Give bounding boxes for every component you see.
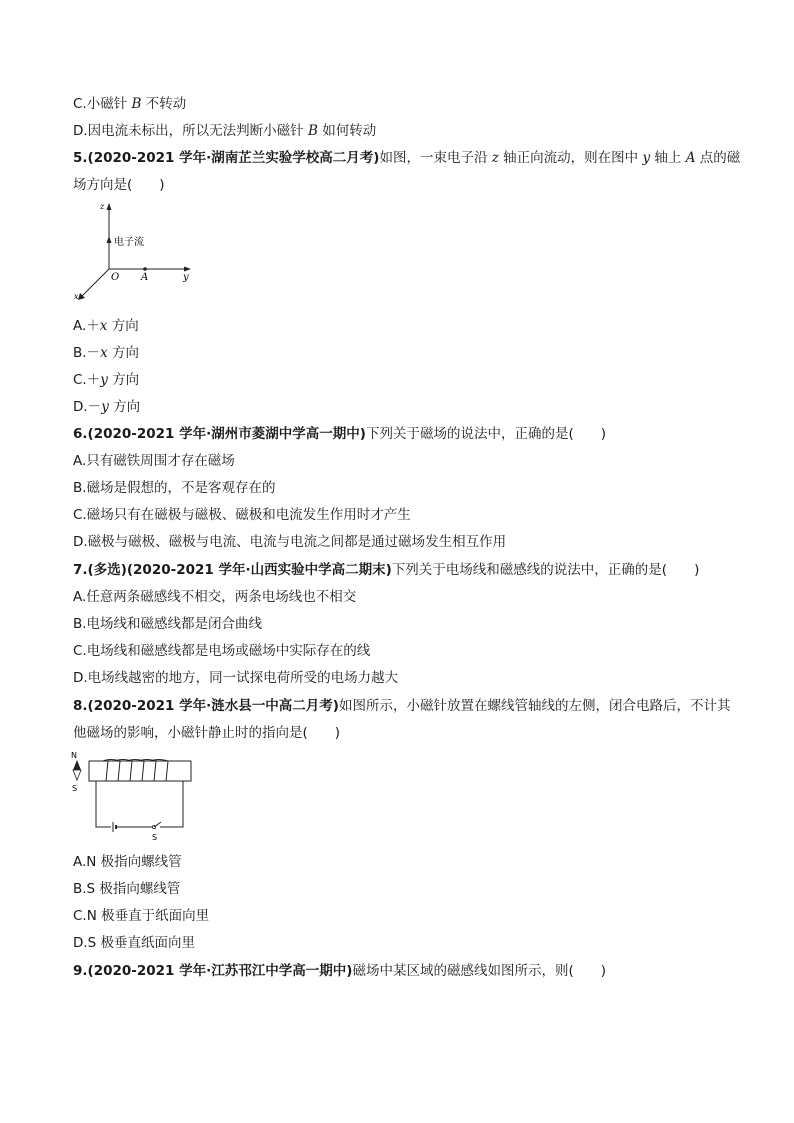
compass-north-half-icon xyxy=(73,760,81,770)
circuit-wire-left xyxy=(96,781,111,827)
point-a-dot xyxy=(143,267,147,271)
q5-stem-text-d: 点的磁 xyxy=(695,150,741,166)
x-axis-line xyxy=(81,269,109,297)
q9-stem xyxy=(73,962,606,980)
q5-option-b-text2: 方向 xyxy=(107,345,139,361)
q5-source: (2020-2021 学年·湖南芷兰实验学校高二月考) xyxy=(87,150,380,166)
q7-option-c: C.电场线和磁感线都是电场或磁场中实际存在的线 xyxy=(73,643,371,659)
q5-option-d-var: y xyxy=(101,399,109,415)
q9-source: (2020-2021 学年·江苏邗江中学高一期中) xyxy=(87,963,353,979)
q4-option-c-text2: 不转动 xyxy=(141,96,187,112)
z-axis-arrow-icon xyxy=(107,203,112,210)
q5-var-y: y xyxy=(642,150,651,166)
q6-source: (2020-2021 学年·湖州市菱湖中学高一期中) xyxy=(87,426,366,442)
label-point-a: A xyxy=(141,272,149,283)
q4-option-c-var: B xyxy=(131,96,142,112)
label-x: x xyxy=(74,292,79,301)
q5-option-d-text2: 方向 xyxy=(108,399,141,415)
coil-winding xyxy=(154,761,156,781)
q7-source: (多选)(2020-2021 学年·山西实验中学高二期末) xyxy=(87,562,392,578)
circuit-wire-right xyxy=(160,781,183,827)
q5-stem-text-c: 轴上 xyxy=(650,150,686,166)
q7-number: 7. xyxy=(73,562,88,578)
q5-option-c xyxy=(73,371,139,389)
q5-option-a-text2: 方向 xyxy=(107,318,139,334)
q5-number: 5. xyxy=(73,150,88,166)
coil-winding xyxy=(106,761,108,781)
q5-var-a: A xyxy=(685,150,696,166)
q5-option-c-var: y xyxy=(100,372,108,388)
label-compass-s: S xyxy=(72,784,78,793)
q6-stem xyxy=(73,425,606,443)
q6-option-d: D.磁极与磁极、磁极与电流、电流与电流之间都是通过磁场发生相互作用 xyxy=(73,534,507,550)
q5-stem-text: 如图，一束电子沿 xyxy=(379,150,492,166)
label-compass-n: N xyxy=(71,751,77,760)
q5-stem-line2: 场方向是( ) xyxy=(73,177,165,193)
q7-stem-text: 下列关于电场线和磁感线的说法中，正确的是( ) xyxy=(391,562,700,578)
q5-var-z: z xyxy=(491,150,499,166)
q4-option-d-text2: 如何转动 xyxy=(317,123,377,139)
label-z: z xyxy=(100,202,105,211)
q6-option-b: B.磁场是假想的，不是客观存在的 xyxy=(73,480,276,496)
q5-option-c-text: C.＋ xyxy=(73,372,101,388)
solenoid-tube xyxy=(89,761,191,781)
y-axis-arrow-icon xyxy=(184,267,191,272)
label-y: y xyxy=(183,272,189,283)
q5-option-a-var: x xyxy=(99,318,108,334)
q7-option-a: A.任意两条磁感线不相交，两条电场线也不相交 xyxy=(73,589,357,605)
coil-winding xyxy=(118,761,120,781)
q5-option-c-text2: 方向 xyxy=(107,372,140,388)
q5-option-d xyxy=(73,398,140,416)
coil-winding xyxy=(142,761,144,781)
switch-blade xyxy=(154,822,161,827)
q8-stem xyxy=(73,697,730,715)
q8-solenoid-figure xyxy=(68,748,198,843)
q6-option-c: C.磁场只有在磁极与磁极、磁极和电流发生作用时才产生 xyxy=(73,507,411,523)
q5-option-a xyxy=(73,317,139,335)
q4-option-d-text: D.因电流未标出，所以无法判断小磁针 xyxy=(73,123,308,139)
q5-option-b-var: x xyxy=(100,345,108,361)
q6-number: 6. xyxy=(73,426,88,442)
label-origin: O xyxy=(111,272,120,283)
q6-option-a: A.只有磁铁周围才存在磁场 xyxy=(73,453,235,469)
label-switch: S xyxy=(152,833,158,842)
label-electron-flow: 电子流 xyxy=(114,237,144,248)
q8-number: 8. xyxy=(73,698,88,714)
q8-stem-text: 如图所示，小磁针放置在螺线管轴线的左侧，闭合电路后，不计其 xyxy=(338,698,731,714)
q7-option-b: B.电场线和磁感线都是闭合曲线 xyxy=(73,616,263,632)
q4-option-c-text: C.小磁针 xyxy=(73,96,132,112)
q9-stem-text: 磁场中某区域的磁感线如图所示，则( ) xyxy=(352,963,606,979)
q5-stem xyxy=(73,149,740,167)
q9-number: 9. xyxy=(73,963,88,979)
q5-axis-figure xyxy=(70,200,200,305)
solenoid-coil xyxy=(103,760,168,782)
q8-stem-line2: 他磁场的影响，小磁针静止时的指向是( ) xyxy=(73,725,341,741)
q8-option-a: A.N 极指向螺线管 xyxy=(73,854,182,870)
q8-option-c: C.N 极垂直于纸面向里 xyxy=(73,908,210,924)
coil-winding xyxy=(130,761,132,781)
q4-option-d-var: B xyxy=(307,123,318,139)
electron-flow-arrow-icon xyxy=(107,236,112,243)
q5-option-b xyxy=(73,344,139,362)
q8-option-b: B.S 极指向螺线管 xyxy=(73,881,181,897)
q7-option-d: D.电场线越密的地方，同一试探电荷所受的电场力越大 xyxy=(73,670,399,686)
coil-winding xyxy=(166,761,168,781)
q8-option-d: D.S 极垂直纸面向里 xyxy=(73,935,196,951)
q4-option-c xyxy=(73,95,186,113)
q7-stem xyxy=(73,561,699,579)
q8-source: (2020-2021 学年·涟水县一中高二月考) xyxy=(87,698,339,714)
q6-stem-text: 下列关于磁场的说法中，正确的是( ) xyxy=(365,426,606,442)
compass-south-half-icon xyxy=(73,770,81,780)
q5-option-d-text: D.－ xyxy=(73,399,102,415)
q4-option-d xyxy=(73,122,376,140)
q5-option-b-text: B.－ xyxy=(73,345,101,361)
q5-stem-text-b: 轴正向流动，则在图中 xyxy=(498,150,643,166)
q5-option-a-text: A.＋ xyxy=(73,318,100,334)
